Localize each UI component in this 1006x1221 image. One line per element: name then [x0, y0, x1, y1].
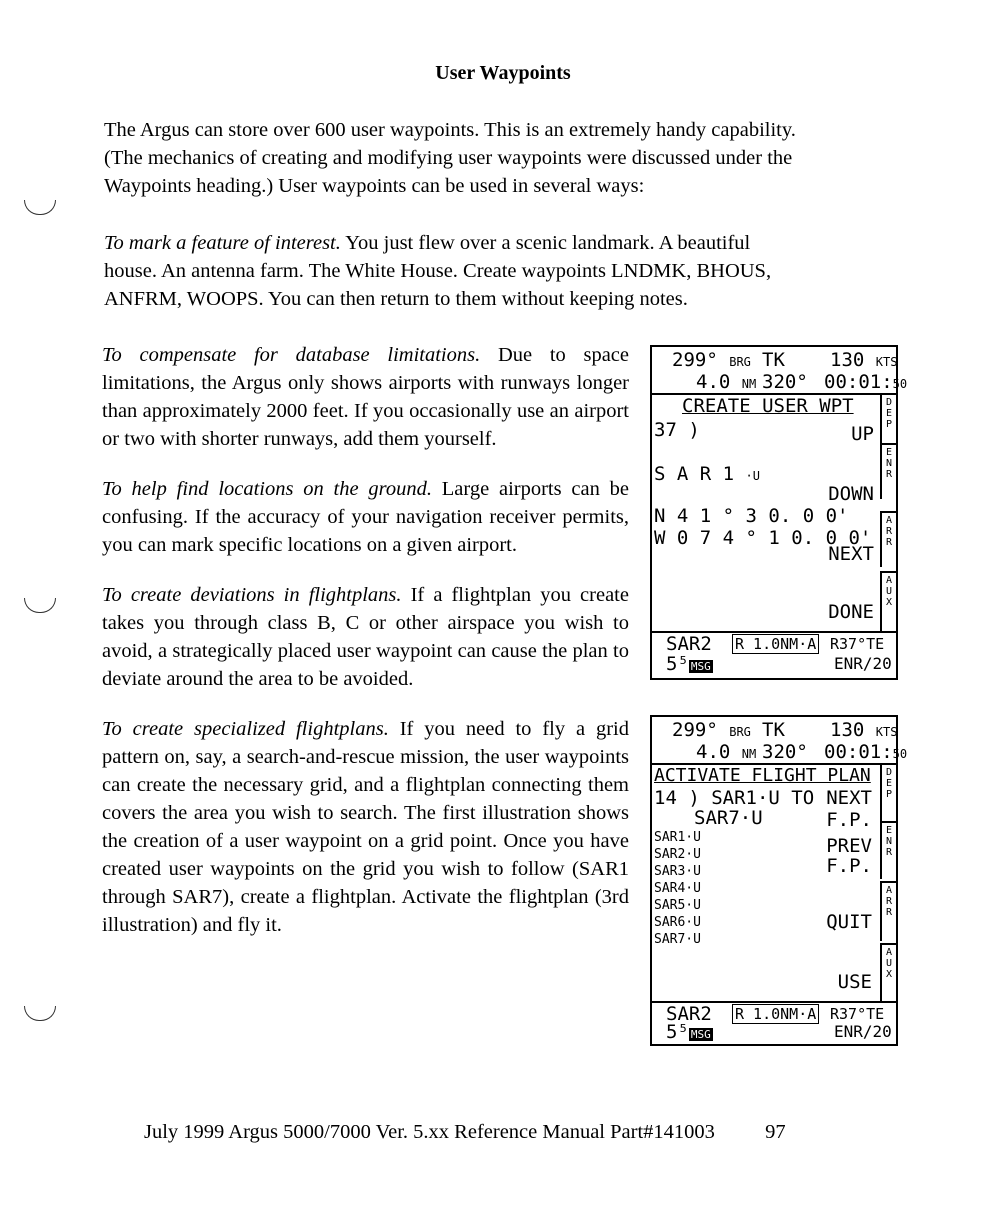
section-text: Due to space limitations, the Argus only shows airports with runways longer than approximately 2000 feet. If you occasionally use an airport or two with shorter runways, add them yourself. — [102, 344, 630, 450]
tab-aux[interactable]: A U X — [880, 943, 896, 1003]
tab-arr[interactable]: A R R — [880, 881, 896, 941]
binder-hole-mark — [24, 200, 56, 215]
nav-dist: 4.0 NM — [696, 371, 757, 393]
feature-line — [104, 229, 750, 257]
section-lead: To compensate for database limitations. — [102, 344, 481, 366]
section-deviations — [102, 581, 629, 693]
nav-time: 00:01:50 — [824, 371, 908, 393]
nav-tk: TK — [762, 719, 785, 741]
nav-tk: TK — [762, 349, 785, 371]
use-button[interactable]: USE — [837, 971, 872, 993]
feature-line: house. An antenna farm. The White House. Create waypoints LNDMK, BHOUS, — [104, 260, 772, 282]
status-altitude: 5⁵ MSG — [666, 1021, 711, 1043]
body-column — [102, 341, 629, 961]
longitude: W 0 7 4 ° 1 0. 0 0' — [654, 527, 872, 549]
waypoint-list — [654, 829, 701, 948]
status-mode: ENR/20 — [834, 654, 892, 673]
intro-line: (The mechanics of creating and modifying user waypoints were discussed under the — [104, 147, 793, 169]
list-item[interactable]: SAR1·U — [654, 830, 701, 845]
feature-line: ANFRM, WOOPS. You can then return to them without keeping notes. — [104, 288, 688, 310]
section-specialized — [102, 715, 629, 939]
status-box: R 1.0NM·A — [732, 633, 819, 655]
intro-line: Waypoints heading.) User waypoints can be used in several ways: — [104, 175, 645, 197]
create-user-wpt-screen — [650, 345, 908, 680]
waypoint-name: S A R 1 ·U — [654, 463, 760, 485]
status-bearing: R37°TE — [830, 635, 885, 653]
nav-heading: 320° — [762, 371, 808, 393]
status-box: R 1.0NM·A — [732, 1003, 819, 1025]
page-number: 97 — [765, 1121, 786, 1143]
status-waypoint: SAR2 — [666, 1003, 712, 1025]
status-waypoint: SAR2 — [666, 633, 712, 655]
nav-brg: 299° BRG — [672, 719, 751, 741]
tab-dep[interactable]: D E P — [880, 393, 896, 445]
prev-fp-label[interactable]: F.P. — [826, 855, 872, 877]
section-lead: To create deviations in flightplans. — [102, 584, 402, 606]
feature-text: You just flew over a scenic landmark. A beautiful — [340, 232, 751, 254]
up-button[interactable]: UP — [851, 423, 874, 445]
tab-enr[interactable]: E N R — [880, 443, 896, 499]
section-lead: To help find locations on the ground. — [102, 478, 432, 500]
list-item[interactable]: SAR5·U — [654, 898, 701, 913]
list-item[interactable]: SAR6·U — [654, 915, 701, 930]
route-to: SAR7·U — [694, 807, 763, 829]
prev-fp-button[interactable]: PREV — [826, 835, 872, 857]
tab-aux[interactable]: A U X — [880, 571, 896, 633]
next-fp-label[interactable]: F.P. — [826, 809, 872, 831]
nav-time: 00:01:50 — [824, 741, 908, 763]
tab-enr[interactable]: E N R — [880, 821, 896, 879]
footer-text: July 1999 Argus 5000/7000 Ver. 5.xx Reference Manual Part#141003 — [144, 1121, 715, 1143]
nav-speed: 130 KTS — [830, 719, 898, 741]
feature-lead: To mark a feature of interest. — [104, 232, 341, 254]
next-fp-button[interactable]: NEXT — [826, 787, 872, 809]
tab-arr[interactable]: A R R — [880, 511, 896, 567]
down-button[interactable]: DOWN — [828, 483, 874, 505]
route-from: 14 ) SAR1·U TO — [654, 787, 815, 809]
msg-badge: MSG — [690, 660, 711, 673]
list-item[interactable]: SAR7·U — [654, 932, 701, 947]
activate-flight-plan-screen — [650, 715, 908, 1046]
status-altitude: 5⁵ MSG — [666, 653, 711, 675]
next-button[interactable]: NEXT — [828, 543, 874, 565]
list-item[interactable]: SAR2·U — [654, 847, 701, 862]
intro-line: The Argus can store over 600 user waypoints. This is an extremely handy capability. — [104, 119, 796, 141]
nav-dist: 4.0 NM — [696, 741, 757, 763]
section-text: If a flightplan you create takes you through class B, C or other airspace you wish to avoid, a strategically placed user waypoint can cause the plan to deviate around the area to be avoided. — [102, 584, 629, 690]
screen-header: CREATE USER WPT — [682, 395, 854, 417]
status-mode: ENR/20 — [834, 1022, 892, 1041]
section-ground — [102, 475, 629, 559]
done-button[interactable]: DONE — [828, 601, 874, 623]
section-text: Large airports can be confusing. If the accuracy of your navigation receiver permits, you can mark specific locations on a given airport. — [102, 478, 629, 556]
nav-brg: 299° BRG — [672, 349, 751, 371]
list-item[interactable]: SAR3·U — [654, 864, 701, 879]
page-title: User Waypoints — [435, 62, 571, 84]
screen-header: ACTIVATE FLIGHT PLAN — [654, 765, 871, 786]
quit-button[interactable]: QUIT — [826, 911, 872, 933]
section-database — [102, 341, 629, 453]
status-bearing: R37°TE — [830, 1005, 885, 1023]
latitude: N 4 1 ° 3 0. 0 0' — [654, 505, 849, 527]
waypoint-index: 37 ) — [654, 419, 700, 441]
binder-hole-mark — [24, 598, 56, 613]
msg-badge: MSG — [690, 1028, 711, 1041]
page-footer — [144, 1121, 786, 1144]
binder-hole-mark — [24, 1006, 56, 1021]
section-lead: To create specialized flightplans. — [102, 718, 389, 740]
nav-speed: 130 KTS — [830, 349, 898, 371]
nav-heading: 320° — [762, 741, 808, 763]
list-item[interactable]: SAR4·U — [654, 881, 701, 896]
tab-dep[interactable]: D E P — [880, 763, 896, 821]
section-text: If you need to fly a grid pattern on, say, a search-and-rescue mission, the user waypoints can create the necessary grid, and a flightplan connecting them covers the area you wish to search. The first illustration shows the creation of a user waypoint on a grid point. Once you have created user waypoints on the grid you wish to follow (SAR1 through SAR7), create a flightplan. Activate the flightplan (3rd illustration) and fly it. — [102, 718, 629, 936]
